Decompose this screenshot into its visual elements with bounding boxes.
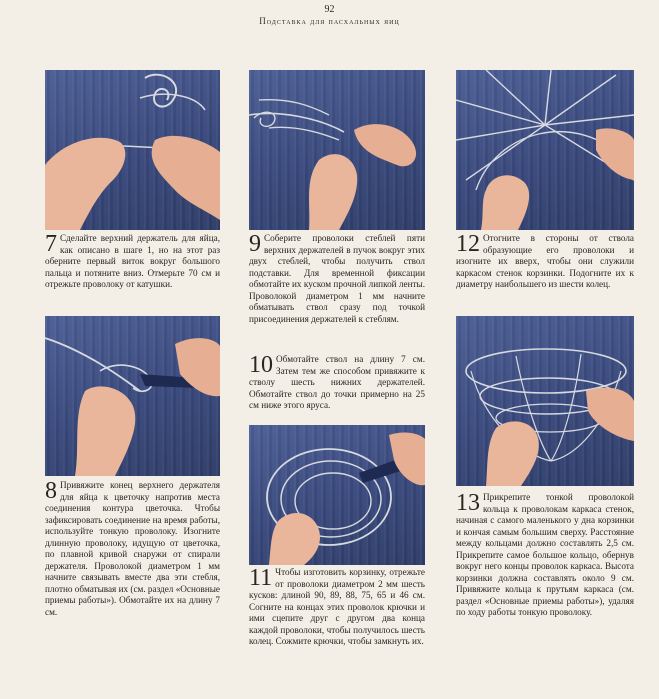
step-9-text	[249, 233, 425, 325]
photo-step-8	[45, 316, 220, 476]
step-7-text	[45, 233, 220, 291]
step-number: 12	[456, 231, 480, 257]
step-number: 7	[45, 231, 57, 257]
photo-step-12	[456, 70, 634, 230]
step-body: Сделайте верхний держатель для яйца, как описано в шаге 1, но на этот раз оберните первый виток вокруг большого пальца и потяните вниз. Отмерьте 70 см и отрежьте проволоку от катушки.	[45, 233, 220, 289]
photo-step-9	[249, 70, 425, 230]
step-number: 9	[249, 231, 261, 257]
step-10-text	[249, 354, 425, 412]
photo-step-13-illustration	[456, 316, 634, 486]
photo-step-13	[456, 316, 634, 486]
photo-step-11-illustration	[249, 425, 425, 565]
page-title: Подставка для пасхальных яиц	[259, 16, 400, 26]
step-body: Привяжите конец верхнего держателя для яйца к цветочку напротив места соединения контура цветочка. Чтобы зафиксировать соединение на время работы, используйте тонкую проволоку. Изогните длинную проволоку, идущую от цветочка, по плавной кривой снаружи от спирали держателя. Проволокой диаметром 1 мм начните связывать вместе два эти стебля, плотно обматывая их (см. раздел «Основные приемы работы»). Обмотайте их на длину 7 см.	[45, 480, 221, 617]
step-8-text	[45, 480, 220, 618]
step-body: Прикрепите тонкой проволокой кольца к проволокам каркаса стенок, начиная с самого маленького у дна корзинки и кончая самым большим сверху. Расстояние между кольцами должно составлять 2,5 см. Прикрепите самое большое кольцо, обернув вокруг него концы проволок каркаса. Высота корзинки должна составлять около 9 см. Привяжите кольца к прутьям каркаса (см. раздел «Основные приемы работы»), удаляя по ходу работы тонкую проволоку.	[456, 492, 634, 617]
step-number: 10	[249, 352, 273, 378]
step-12-text	[456, 233, 634, 291]
step-11-text	[249, 567, 425, 648]
photo-step-12-illustration	[456, 70, 634, 230]
photo-step-7	[45, 70, 220, 230]
step-number: 8	[45, 478, 57, 504]
photo-step-8-illustration	[45, 316, 220, 476]
page-number: 92	[324, 4, 335, 15]
step-number: 13	[456, 490, 480, 516]
photo-step-7-illustration	[45, 70, 220, 230]
step-13-text	[456, 492, 634, 619]
step-body: Отогните в стороны от ствола образующие его проволоки и изогните их вверх, чтобы они служили каркасом стенок корзинки. Подогните их к диаметру наибольшего из шести колец.	[456, 233, 634, 289]
photo-step-9-illustration	[249, 70, 425, 230]
step-number: 11	[249, 565, 273, 591]
step-body: Соберите проволоки стеблей пяти верхних держателей в пучок вокруг этих двух стеблей, чтобы получить ствол подставки. Для временной фиксации обмотайте их куском прочной липкой ленты. Проволокой диаметром 1 мм начните обматывать ствол сразу под точкой присоединения держателей к стеблям.	[249, 233, 425, 324]
step-body: Чтобы изготовить корзинку, отрежьте от проволоки диаметром 2 мм шесть кусков: длиной 90, 89, 88, 75, 65 и 46 см. Согните на концах этих проволок крючки и ими сцепите друг с другом два конца каждой проволоки, чтобы получилось шесть колец. Сожмите крючки, чтобы замкнуть их.	[249, 567, 425, 646]
step-body: Обмотайте ствол на длину 7 см. Затем тем же способом привяжите к стволу шесть нижних держателей. Обмотайте ствол до точки примерно на 25 см ниже этого яруса.	[249, 354, 425, 410]
photo-step-11	[249, 425, 425, 565]
